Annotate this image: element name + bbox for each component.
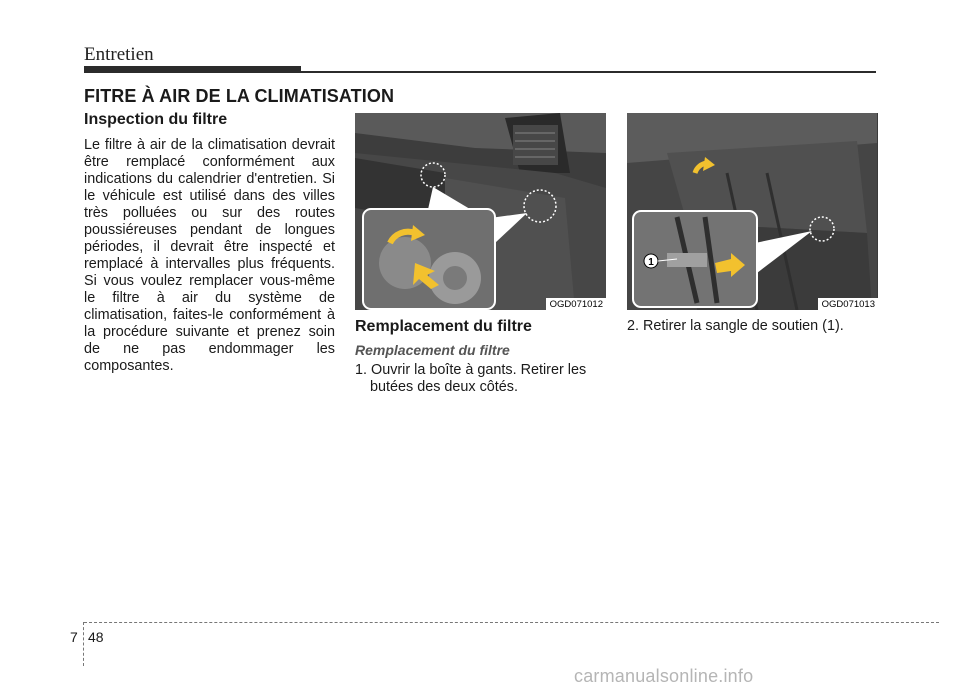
inspection-body: Le filtre à air de la climatisation devrait être remplacé conformément aux indications du calendrier d'entretien. Si le véhicule est utilisé dans des villes très polluées ou sur des routes poussiéreuses pendant de longues périodes, il devrait être inspecté et remplacé à intervalles plus fréquents. Si vous voulez remplacer vous-même le filtre à air du système de climatisation, faites-le conformément à la procédure suivante et prenez soin de ne pas endommager les composantes. (84, 137, 335, 374)
callout-number: 1 (648, 257, 654, 268)
footer-divider (83, 622, 84, 666)
header-title: Entretien (84, 44, 154, 65)
figure-code: OGD071012 (546, 298, 606, 310)
left-column (84, 111, 335, 375)
header-bar (84, 66, 301, 73)
step-1: 1. Ouvrir la boîte à gants. Retirer les butées des deux côtés. (355, 362, 587, 395)
support-strap-illustration (627, 113, 877, 310)
page-number: 48 (88, 629, 104, 645)
figure-code: OGD071013 (818, 298, 878, 310)
support-strap-figure (627, 113, 878, 310)
chapter-number: 7 (70, 629, 78, 645)
footer-rule (84, 622, 939, 623)
step-2: 2. Retirer la sangle de soutien (1). (627, 318, 844, 334)
glovebox-stopper-illustration (355, 113, 606, 310)
inspection-heading: Inspection du filtre (84, 111, 228, 128)
glovebox-stopper-figure (355, 113, 606, 310)
right-column (627, 113, 877, 335)
section-title: FITRE À AIR DE LA CLIMATISATION (84, 86, 395, 106)
replacement-heading: Remplacement du filtre (355, 318, 532, 335)
replacement-subheading: Remplacement du filtre (355, 342, 510, 358)
header-rule (301, 71, 876, 73)
watermark: carmanualsonline.info (574, 666, 754, 686)
middle-column (355, 113, 606, 396)
